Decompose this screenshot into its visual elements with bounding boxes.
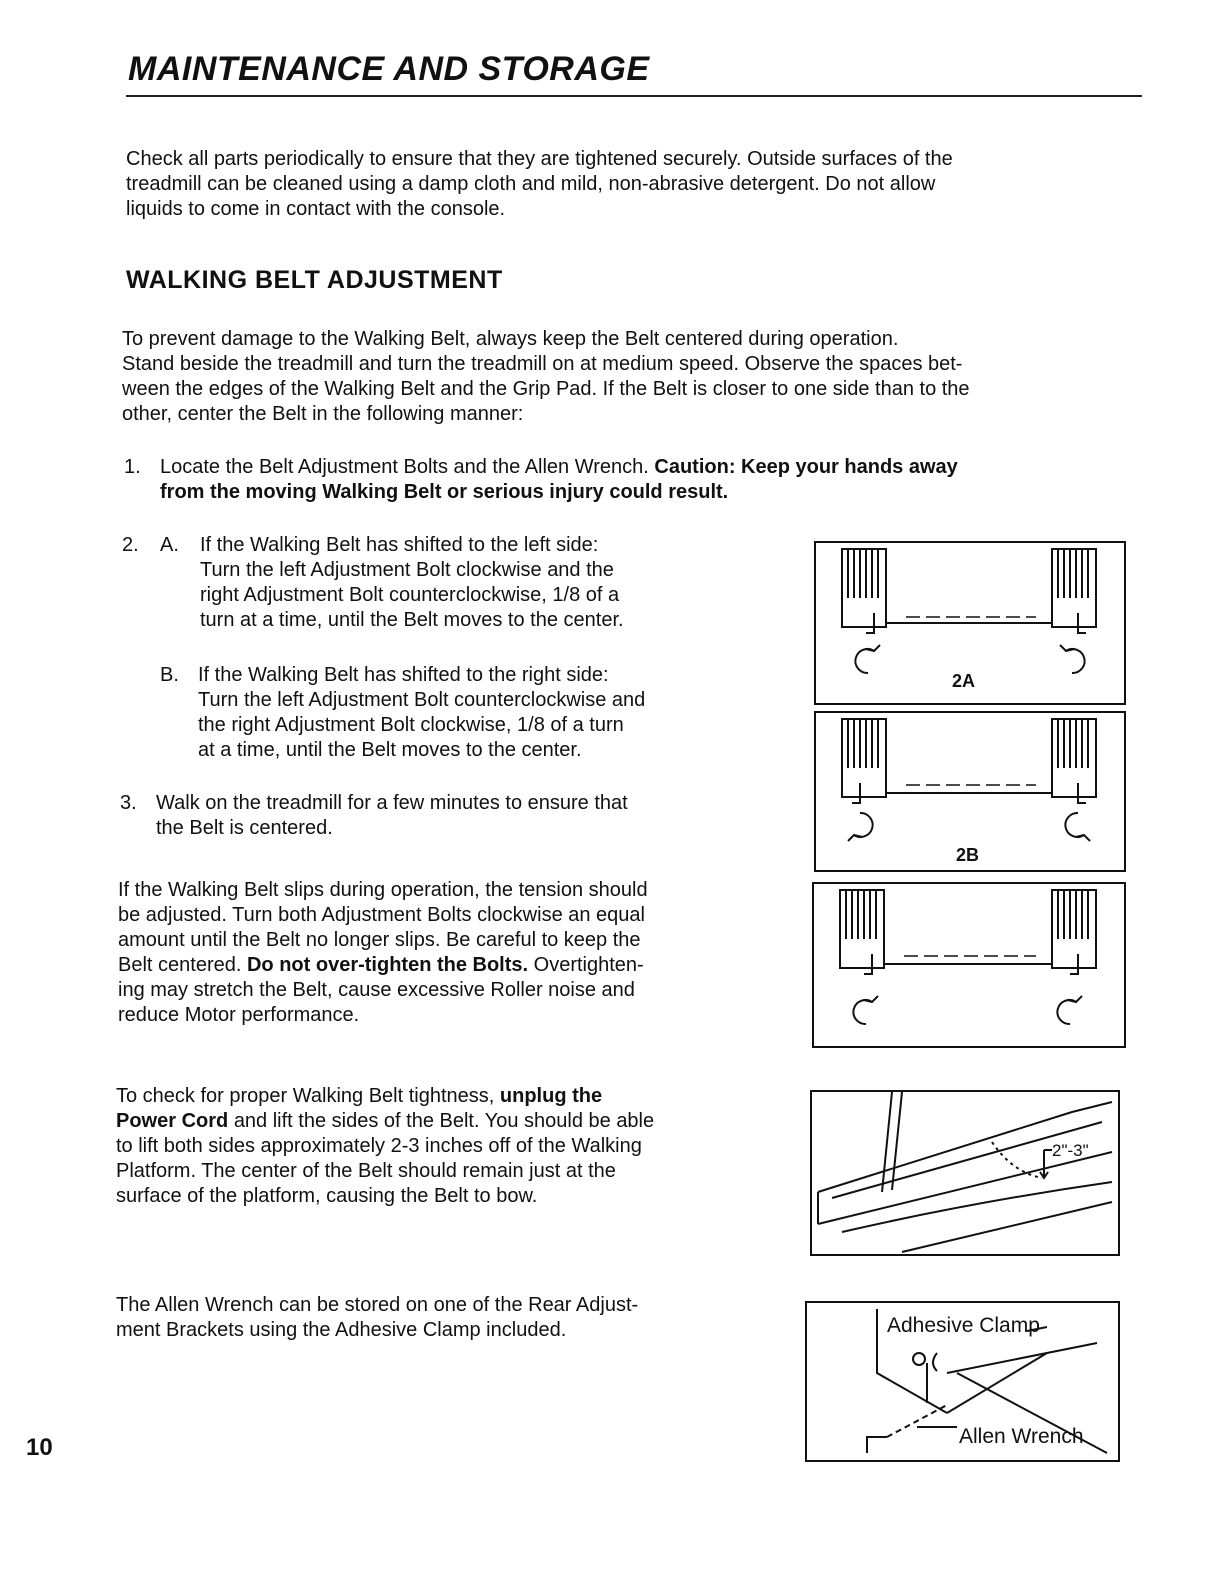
belt-adjustment-paragraph [122, 327, 1132, 427]
figure-storage [805, 1301, 1120, 1462]
paragraph-line: To prevent damage to the Walking Belt, always keep the Belt centered during operation. [122, 328, 899, 350]
caution-text: Caution: Keep your hands away [654, 456, 958, 478]
belt-lift-diagram [812, 1092, 1118, 1254]
page-title: MAINTENANCE AND STORAGE [128, 50, 650, 88]
title-rule [126, 95, 1142, 97]
step-number: 2. [122, 534, 139, 556]
figure-2b [814, 711, 1126, 872]
step-line: Walk on the treadmill for a few minutes to ensure that [156, 792, 628, 814]
emphasis-text: unplug the [499, 1085, 603, 1107]
paragraph-line: surface of the platform, causing the Belt to bow. [116, 1185, 538, 1207]
paragraph-line: reduce Motor performance. [118, 1004, 360, 1026]
intro-line: liquids to come in contact with the console. [126, 198, 506, 220]
belt-diagram [814, 884, 1124, 1046]
paragraph-line: be adjusted. Turn both Adjustment Bolts clockwise an equal [118, 904, 645, 926]
step-line: Turn the left Adjustment Bolt counterclockwise and [198, 689, 646, 711]
paragraph-line: Platform. The center of the Belt should remain just at the [116, 1160, 616, 1182]
warning-text: Do not over-tighten the Bolts. [246, 954, 529, 976]
step-line: at a time, until the Belt moves to the center. [198, 739, 582, 761]
paragraph-line: ment Brackets using the Adhesive Clamp included. [116, 1319, 567, 1341]
paragraph-line: If the Walking Belt slips during operation, the tension should [118, 879, 648, 901]
paragraph-text: To check for proper Walking Belt tightness, [116, 1085, 495, 1107]
step-line: If the Walking Belt has shifted to the right side: [198, 664, 609, 686]
step-letter: A. [160, 534, 179, 556]
figure-label: 2B [956, 845, 980, 865]
figure-2a [814, 541, 1126, 705]
figure-tension [812, 882, 1126, 1048]
tightness-paragraph [116, 1084, 776, 1209]
step-line: the Belt is centered. [156, 817, 333, 839]
step-line: turn at a time, until the Belt moves to the center. [200, 609, 624, 631]
step-number: 1. [124, 456, 141, 478]
tension-paragraph [118, 878, 768, 1028]
step-line: If the Walking Belt has shifted to the left side: [200, 534, 599, 556]
section-heading: WALKING BELT ADJUSTMENT [126, 266, 503, 294]
lift-measure-label: 2"-3" [1052, 1141, 1089, 1160]
wrench-label: Allen Wrench [959, 1425, 1084, 1448]
step-letter: B. [160, 664, 179, 686]
intro-line: Check all parts periodically to ensure that they are tightened securely. Outside surfaces of the [126, 148, 953, 170]
step-number: 3. [120, 792, 137, 814]
intro-paragraph [126, 147, 1126, 222]
paragraph-line: ing may stretch the Belt, cause excessive Roller noise and [118, 979, 635, 1001]
page-number: 10 [26, 1434, 53, 1461]
caution-text: from the moving Walking Belt or serious injury could result. [160, 481, 729, 503]
step-3 [156, 791, 756, 841]
paragraph-line: Stand beside the treadmill and turn the treadmill on at medium speed. Observe the spaces bet- [122, 353, 963, 375]
step-1-text: Locate the Belt Adjustment Bolts and the Allen Wrench. [160, 456, 649, 478]
step-2a [200, 533, 760, 633]
paragraph-text: Belt centered. [118, 954, 242, 976]
paragraph-text: and lift the sides of the Belt. You should be able [233, 1110, 655, 1132]
figure-label: 2A [952, 671, 976, 691]
paragraph-line: ween the edges of the Walking Belt and the Grip Pad. If the Belt is closer to one side than to the [122, 378, 970, 400]
step-line: Turn the left Adjustment Bolt clockwise and the [200, 559, 614, 581]
paragraph-line: The Allen Wrench can be stored on one of the Rear Adjust- [116, 1294, 639, 1316]
step-1 [160, 455, 1120, 505]
paragraph-line: to lift both sides approximately 2-3 inches off of the Walking [116, 1135, 642, 1157]
intro-line: treadmill can be cleaned using a damp cloth and mild, non-abrasive detergent. Do not allow [126, 173, 936, 195]
step-line: the right Adjustment Bolt clockwise, 1/8 of a turn [198, 714, 624, 736]
step-2b [198, 663, 768, 763]
paragraph-line: amount until the Belt no longer slips. Be careful to keep the [118, 929, 641, 951]
paragraph-line: other, center the Belt in the following manner: [122, 403, 524, 425]
emphasis-text: Power Cord [116, 1110, 229, 1132]
step-line: right Adjustment Bolt counterclockwise, 1/8 of a [200, 584, 620, 606]
storage-paragraph [116, 1293, 776, 1343]
clamp-label: Adhesive Clamp [887, 1314, 1040, 1337]
figure-belt-lift [810, 1090, 1120, 1256]
paragraph-text: Overtighten- [533, 954, 644, 976]
